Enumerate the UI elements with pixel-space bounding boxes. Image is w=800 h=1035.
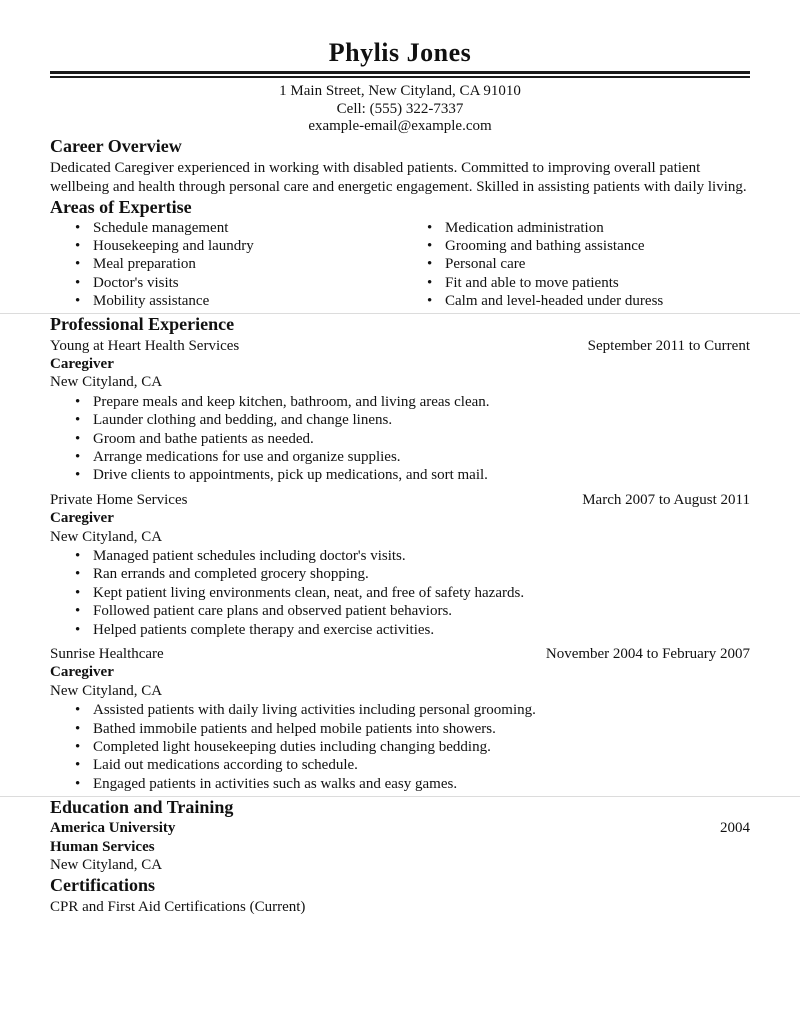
- job-duty: • Arrange medications for use and organize supplies.: [50, 448, 750, 466]
- expertise-columns: [50, 218, 750, 311]
- section-areas-of-expertise: [50, 197, 750, 311]
- job-duty: • Assisted patients with daily living activities including personal grooming.: [50, 701, 750, 719]
- job-dates: September 2011 to Current: [587, 337, 750, 354]
- contact-info: [50, 83, 750, 136]
- job-duty: • Engaged patients in activities such as walks and easy games.: [50, 775, 750, 793]
- job-duty: • Launder clothing and bedding, and change linens.: [50, 411, 750, 429]
- job-duty: • Managed patient schedules including doctor's visits.: [50, 547, 750, 565]
- job-location: New Cityland, CA: [50, 682, 163, 699]
- expertise-list-left: [50, 219, 402, 311]
- job-position: Caregiver: [50, 664, 114, 681]
- expertise-item: • Fit and able to move patients: [402, 274, 750, 292]
- job-header-row: [50, 337, 750, 355]
- job-location: New Cityland, CA: [50, 374, 163, 391]
- candidate-name: Phylis Jones: [328, 38, 472, 67]
- expertise-list-right: [402, 219, 750, 311]
- expertise-item: • Grooming and bathing assistance: [402, 237, 750, 255]
- job-duty: • Laid out medications according to schedule.: [50, 756, 750, 774]
- areas-of-expertise-title: Areas of Expertise: [50, 196, 192, 217]
- job-duty: • Kept patient living environments clean, neat, and free of safety hazards.: [50, 584, 750, 602]
- job-duties-list: [50, 547, 750, 639]
- job-duty: • Groom and bathe patients as needed.: [50, 430, 750, 448]
- job-header-row: [50, 645, 750, 663]
- job-duty: • Prepare meals and keep kitchen, bathroom, and living areas clean.: [50, 393, 750, 411]
- education-title: Education and Training: [50, 797, 234, 818]
- job-company: Young at Heart Health Services: [50, 337, 240, 354]
- job-position: Caregiver: [50, 355, 114, 372]
- contact-phone: Cell: (555) 322-7337: [336, 100, 464, 117]
- section-career-overview: [50, 136, 750, 197]
- resume-header: [50, 38, 750, 136]
- job-duty: • Bathed immobile patients and helped mobile patients into showers.: [50, 720, 750, 738]
- professional-experience-title: Professional Experience: [50, 313, 235, 334]
- expertise-item: • Schedule management: [50, 219, 402, 237]
- career-overview-title: Career Overview: [50, 135, 182, 156]
- job-entry: [50, 645, 750, 793]
- education-location: New Cityland, CA: [50, 857, 163, 874]
- job-duties-list: [50, 701, 750, 793]
- expertise-item: • Mobility assistance: [50, 292, 402, 310]
- education-header-row: [50, 819, 750, 837]
- section-certifications: [50, 875, 750, 916]
- education-year: 2004: [720, 820, 750, 837]
- job-company: Private Home Services: [50, 491, 188, 508]
- job-duty: • Ran errands and completed grocery shopping.: [50, 565, 750, 583]
- job-dates: November 2004 to February 2007: [545, 646, 750, 663]
- expertise-item: • Housekeeping and laundry: [50, 237, 402, 255]
- career-overview-text: Dedicated Caregiver experienced in working with disabled patients. Committed to improving overall patient wellbeing and health through personal care and energetic engagement. Skilled in assisting patients with daily living.: [50, 159, 747, 195]
- expertise-item: • Calm and level-headed under duress: [402, 292, 750, 310]
- job-position: Caregiver: [50, 510, 114, 527]
- education-program: Human Services: [50, 838, 155, 855]
- job-duty: • Drive clients to appointments, pick up medications, and sort mail.: [50, 466, 750, 484]
- job-duty: • Completed light housekeeping duties including changing bedding.: [50, 738, 750, 756]
- job-entry: [50, 491, 750, 639]
- expertise-item: • Medication administration: [402, 219, 750, 237]
- job-location: New Cityland, CA: [50, 528, 163, 545]
- expertise-item: • Meal preparation: [50, 255, 402, 273]
- certifications-title: Certifications: [50, 874, 155, 895]
- education-entry: [50, 819, 750, 874]
- education-school: America University: [50, 820, 176, 837]
- job-duty: • Helped patients complete therapy and exercise activities.: [50, 621, 750, 639]
- job-entry: [50, 337, 750, 485]
- job-dates: March 2007 to August 2011: [582, 491, 750, 508]
- job-header-row: [50, 491, 750, 509]
- section-education: [50, 797, 750, 874]
- expertise-item: • Personal care: [402, 255, 750, 273]
- expertise-item: • Doctor's visits: [50, 274, 402, 292]
- contact-email: example-email@example.com: [308, 118, 492, 134]
- contact-address: 1 Main Street, New Cityland, CA 91010: [279, 83, 521, 99]
- certifications-text: CPR and First Aid Certifications (Current): [50, 898, 306, 915]
- header-double-rule: [50, 71, 750, 78]
- job-company: Sunrise Healthcare: [50, 646, 164, 663]
- section-professional-experience: [50, 314, 750, 794]
- job-duty: • Followed patient care plans and observed patient behaviors.: [50, 602, 750, 620]
- job-duties-list: [50, 393, 750, 485]
